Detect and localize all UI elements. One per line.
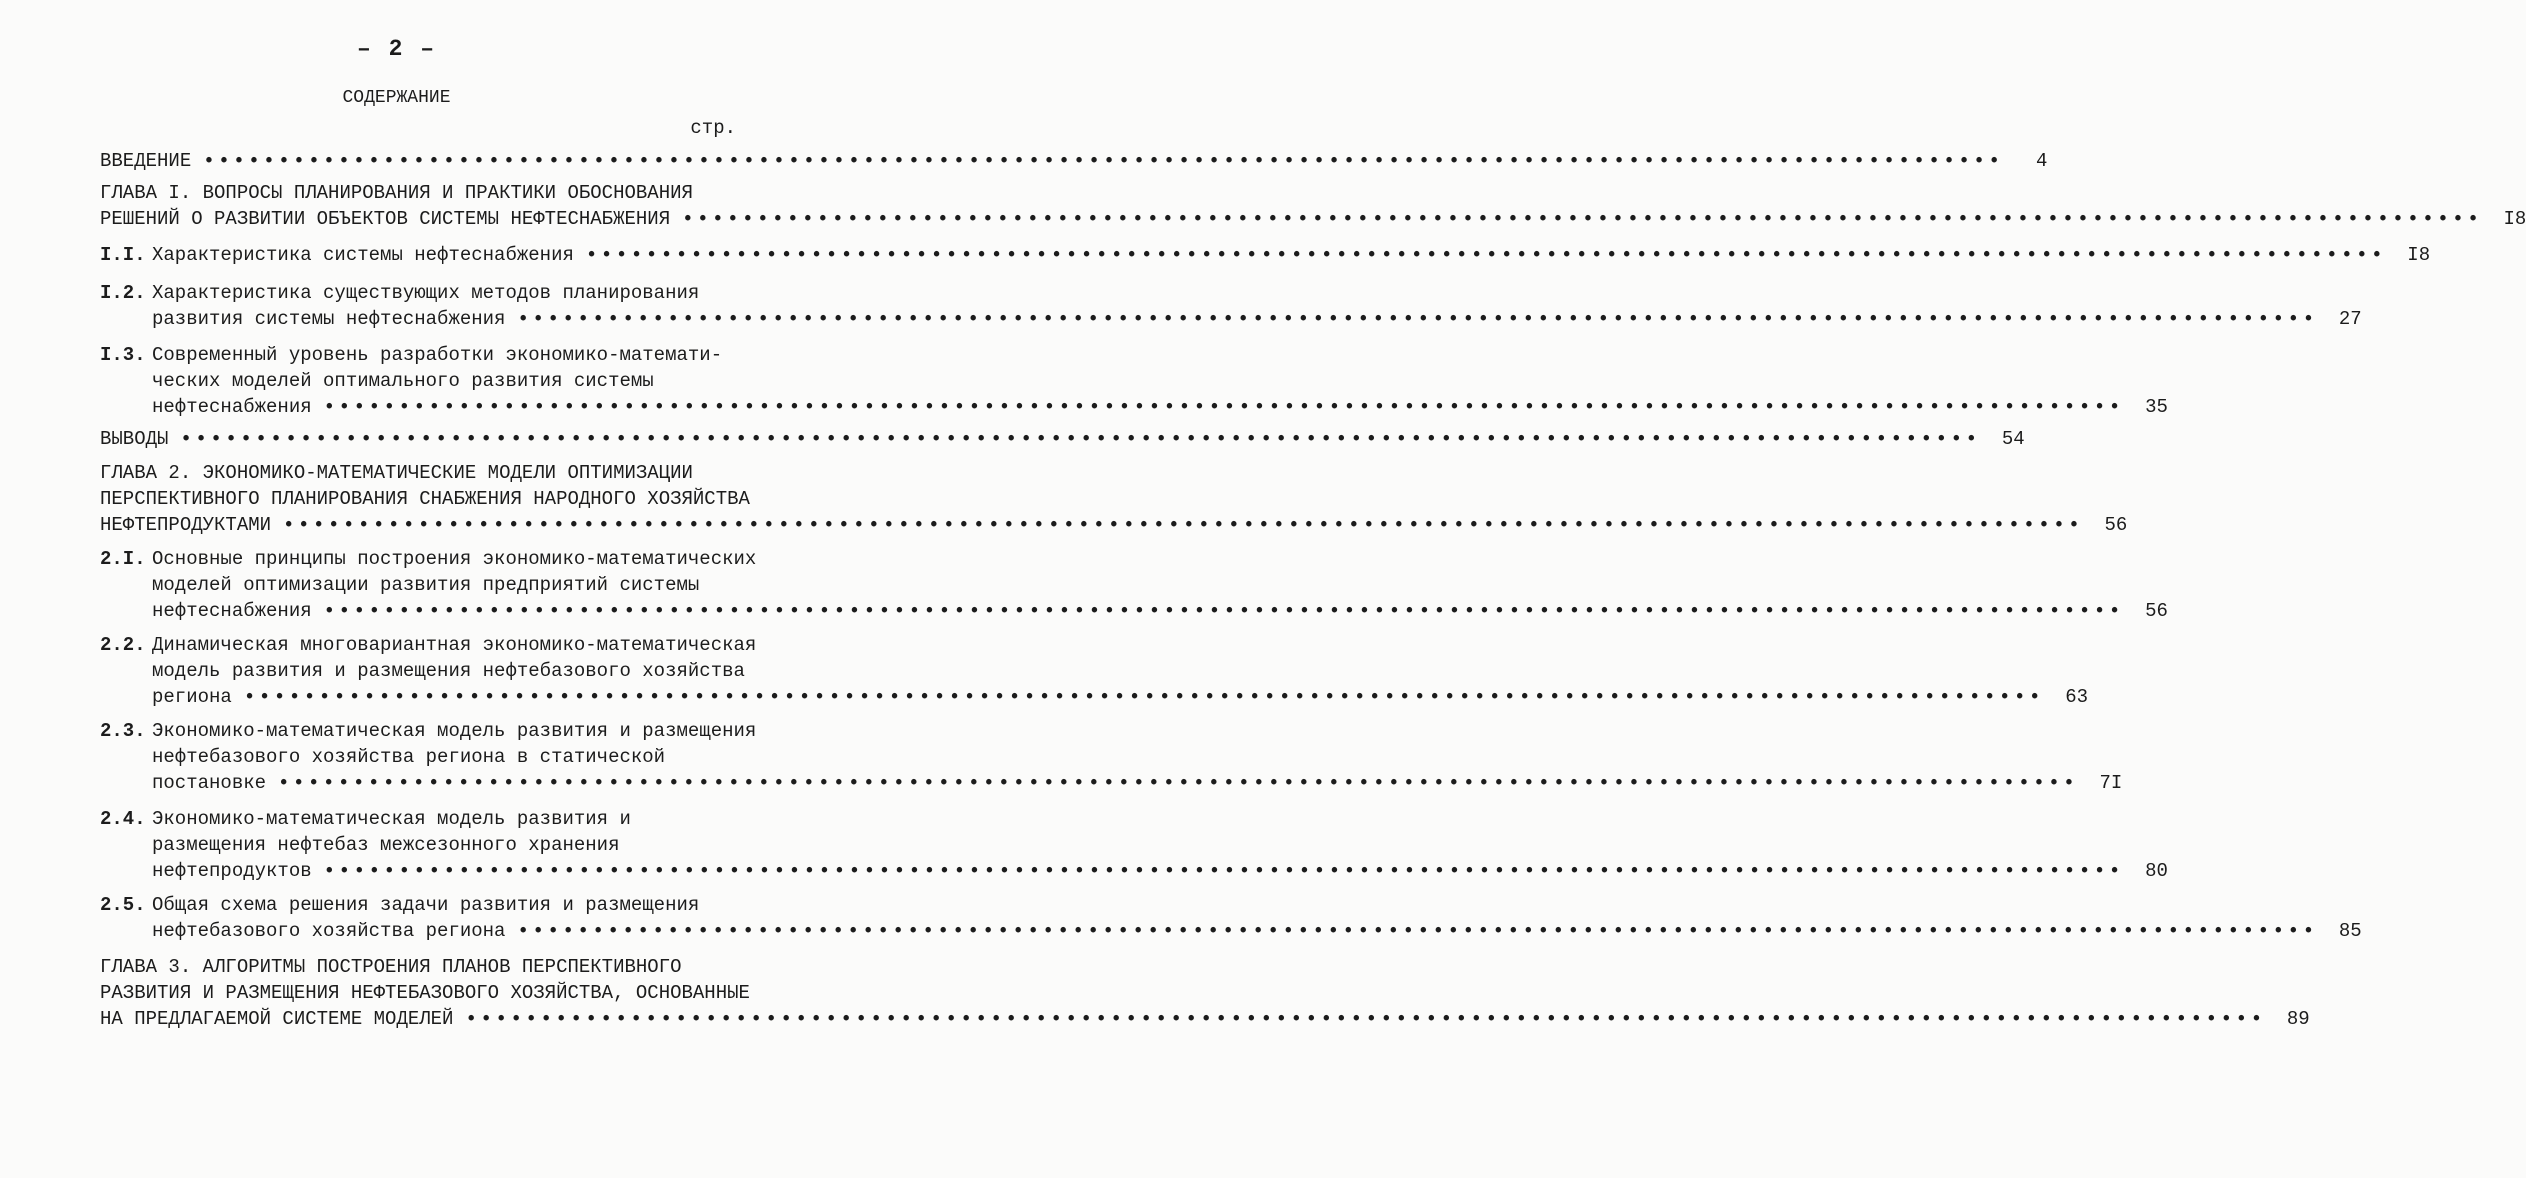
toc-entry-text: моделей оптимизации развития предприятий системы xyxy=(152,574,700,596)
toc-entry-text: Основные принципы построения экономико-математических xyxy=(152,548,757,570)
toc-entry-row xyxy=(152,242,2431,268)
dot-leader: •••••••••••••••••••••••••••••••••••••••••••••••••••••••••••••••••••••••••••••••••••••••••••••••••••••••••••••••••••••••• xyxy=(465,1008,2266,1030)
toc-entry-text: НА ПРЕДЛАГАЕМОЙ СИСТЕМЕ МОДЕЛЕЙ xyxy=(100,1008,454,1030)
dot-leader: •••••••••••••••••••••••••••••••••••••••••••••••••••••••••••••••••••••••••••••••••••••••••••••••••••••••••••••••••••••••• xyxy=(283,514,2084,536)
toc-entry-text: Экономико-математическая модель развития и xyxy=(152,808,631,830)
toc-entry-text: нефтепродуктов xyxy=(152,860,312,882)
toc-entry-row xyxy=(152,598,2168,624)
toc-entry-text: Характеристика системы нефтеснабжения xyxy=(152,244,574,266)
toc-entry-page: I8 xyxy=(2407,244,2431,266)
toc-entry-text: размещения нефтебаз межсезонного хранения xyxy=(152,834,620,856)
toc-entry-text: ВЫВОДЫ xyxy=(100,428,169,450)
toc-entry-row xyxy=(100,512,2128,538)
toc-entry-page: 63 xyxy=(2065,686,2089,708)
toc-entry-row xyxy=(152,770,2123,796)
toc-entry-row xyxy=(152,394,2168,420)
toc-entry-page: 54 xyxy=(2001,428,2025,450)
page-number: – 2 – xyxy=(356,36,436,62)
toc-entry-text: Динамическая многовариантная экономико-математическая xyxy=(152,634,757,656)
toc-entry-row xyxy=(100,426,2025,452)
dot-leader: •••••••••••••••••••••••••••••••••••••••••••••••••••••••••••••••••••••••••••••••••••••••••••••••••••••••••••••••••••••••• xyxy=(323,396,2124,418)
toc-entry-row xyxy=(100,1006,2310,1032)
dot-leader: •••••••••••••••••••••••••••••••••••••••••••••••••••••••••••••••••••••••••••••••••••••••••••••••••••••••••••••••••••••••• xyxy=(180,428,1981,450)
toc-entry-text: ческих моделей оптимального развития системы xyxy=(152,370,654,392)
toc-entry-number: 2.5. xyxy=(100,894,146,916)
toc-entry-text: Экономико-математическая модель развития и размещения xyxy=(152,720,757,742)
toc-entry-row xyxy=(152,858,2168,884)
toc-entry-text: нефтеснабжения xyxy=(152,396,312,418)
toc-entry-text: региона xyxy=(152,686,232,708)
toc-entry-number: 2.3. xyxy=(100,720,146,742)
toc-entry-text: нефтеснабжения xyxy=(152,600,312,622)
toc-entry-page: 7I xyxy=(2099,772,2123,794)
dot-leader: •••••••••••••••••••••••••••••••••••••••••••••••••••••••••••••••••••••••••••••••••••••••••••••••••••••••••••••••••••••••• xyxy=(323,860,2124,882)
toc-entry-text: Характеристика существующих методов планирования xyxy=(152,282,700,304)
toc-entry-page: I8 xyxy=(2503,208,2526,230)
toc-entry-page: 56 xyxy=(2104,514,2128,536)
page-column-label: стр. xyxy=(690,117,736,139)
toc-entry-number: I.I. xyxy=(100,244,146,266)
toc-entry-text: ГЛАВА 3. АЛГОРИТМЫ ПОСТРОЕНИЯ ПЛАНОВ ПЕРСПЕКТИВНОГО xyxy=(100,956,682,978)
toc-entry-text: Общая схема решения задачи развития и размещения xyxy=(152,894,700,916)
dot-leader: •••••••••••••••••••••••••••••••••••••••••••••••••••••••••••••••••••••••••••••••••••••••••••••••••••••••••••••••••••••••• xyxy=(682,208,2483,230)
dot-leader: •••••••••••••••••••••••••••••••••••••••••••••••••••••••••••••••••••••••••••••••••••••••••••••••••••••••••••••••••••••••• xyxy=(243,686,2045,708)
toc-entry-page: 56 xyxy=(2145,600,2168,622)
toc-entry-number: I.2. xyxy=(100,282,146,304)
toc-entry-row xyxy=(152,684,2089,710)
dot-leader: •••••••••••••••••••••••••••••••••••••••••••••••••••••••••••••••••••••••••••••••••••••••••••••••••••••••••••••••••••••••• xyxy=(517,308,2318,330)
toc-entry-text: НЕФТЕПРОДУКТАМИ xyxy=(100,514,272,536)
dot-leader: •••••••••••••••••••••••••••••••••••••••••••••••••••••••••••••••••••••••••••••••••••••••••••••••••••••••••••••••••••••••• xyxy=(585,244,2387,266)
toc-entry-text: РАЗВИТИЯ И РАЗМЕЩЕНИЯ НЕФТЕБАЗОВОГО ХОЗЯЙСТВА, ОСНОВАННЫЕ xyxy=(100,982,750,1004)
toc-entry-row xyxy=(100,148,2048,174)
toc-entry-row xyxy=(100,206,2526,232)
toc-entry-row xyxy=(152,306,2362,332)
toc-entry-number: 2.I. xyxy=(100,548,146,570)
toc-entry-text: модель развития и размещения нефтебазового хозяйства xyxy=(152,660,745,682)
toc-entry-page: 35 xyxy=(2145,396,2168,418)
toc-entry-text: постановке xyxy=(152,772,267,794)
toc-entry-text: ГЛАВА 2. ЭКОНОМИКО-МАТЕМАТИЧЕСКИЕ МОДЕЛИ ОПТИМИЗАЦИИ xyxy=(100,462,693,484)
toc-entry-number: 2.2. xyxy=(100,634,146,656)
toc-entry-text: ВВЕДЕНИЕ xyxy=(100,150,192,172)
toc-entry-page: 85 xyxy=(2338,920,2362,942)
toc-entry-page: 4 xyxy=(2036,150,2048,172)
toc-entry-text: Современный уровень разработки экономико-математи- xyxy=(152,344,723,366)
toc-entry-text: нефтебазового хозяйства региона в статической xyxy=(152,746,666,768)
toc-entry-number: 2.4. xyxy=(100,808,146,830)
dot-leader: •••••••••••••••••••••••••••••••••••••••••••••••••••••••••••••••••••••••••••••••••••••••••••••••••••••••••••••••••••••••• xyxy=(278,772,2079,794)
dot-leader: •••••••••••••••••••••••••••••••••••••••••••••••••••••••••••••••••••••••••••••••••••••••••••••••••••••••••••••••••••••••• xyxy=(203,150,2004,172)
dot-leader: •••••••••••••••••••••••••••••••••••••••••••••••••••••••••••••••••••••••••••••••••••••••••••••••••••••••••••••••••••••••• xyxy=(517,920,2318,942)
toc-entry-text: ПЕРСПЕКТИВНОГО ПЛАНИРОВАНИЯ СНАБЖЕНИЯ НАРОДНОГО ХОЗЯЙСТВА xyxy=(100,488,750,510)
toc-entry-text: РЕШЕНИЙ О РАЗВИТИИ ОБЪЕКТОВ СИСТЕМЫ НЕФТЕСНАБЖЕНИЯ xyxy=(100,208,671,230)
toc-entry-page: 27 xyxy=(2338,308,2362,330)
dot-leader: •••••••••••••••••••••••••••••••••••••••••••••••••••••••••••••••••••••••••••••••••••••••••••••••••••••••••••••••••••••••• xyxy=(323,600,2124,622)
toc-entry-number: I.3. xyxy=(100,344,146,366)
toc-entry-text: ГЛАВА I. ВОПРОСЫ ПЛАНИРОВАНИЯ И ПРАКТИКИ ОБОСНОВАНИЯ xyxy=(100,182,693,204)
toc-entry-page: 80 xyxy=(2145,860,2168,882)
toc-title: СОДЕРЖАНИЕ xyxy=(342,88,451,108)
toc-entry-page: 89 xyxy=(2286,1008,2310,1030)
toc-entry-row xyxy=(152,918,2362,944)
toc-entry-text: развития системы нефтеснабжения xyxy=(152,308,506,330)
toc-entry-text: нефтебазового хозяйства региона xyxy=(152,920,506,942)
